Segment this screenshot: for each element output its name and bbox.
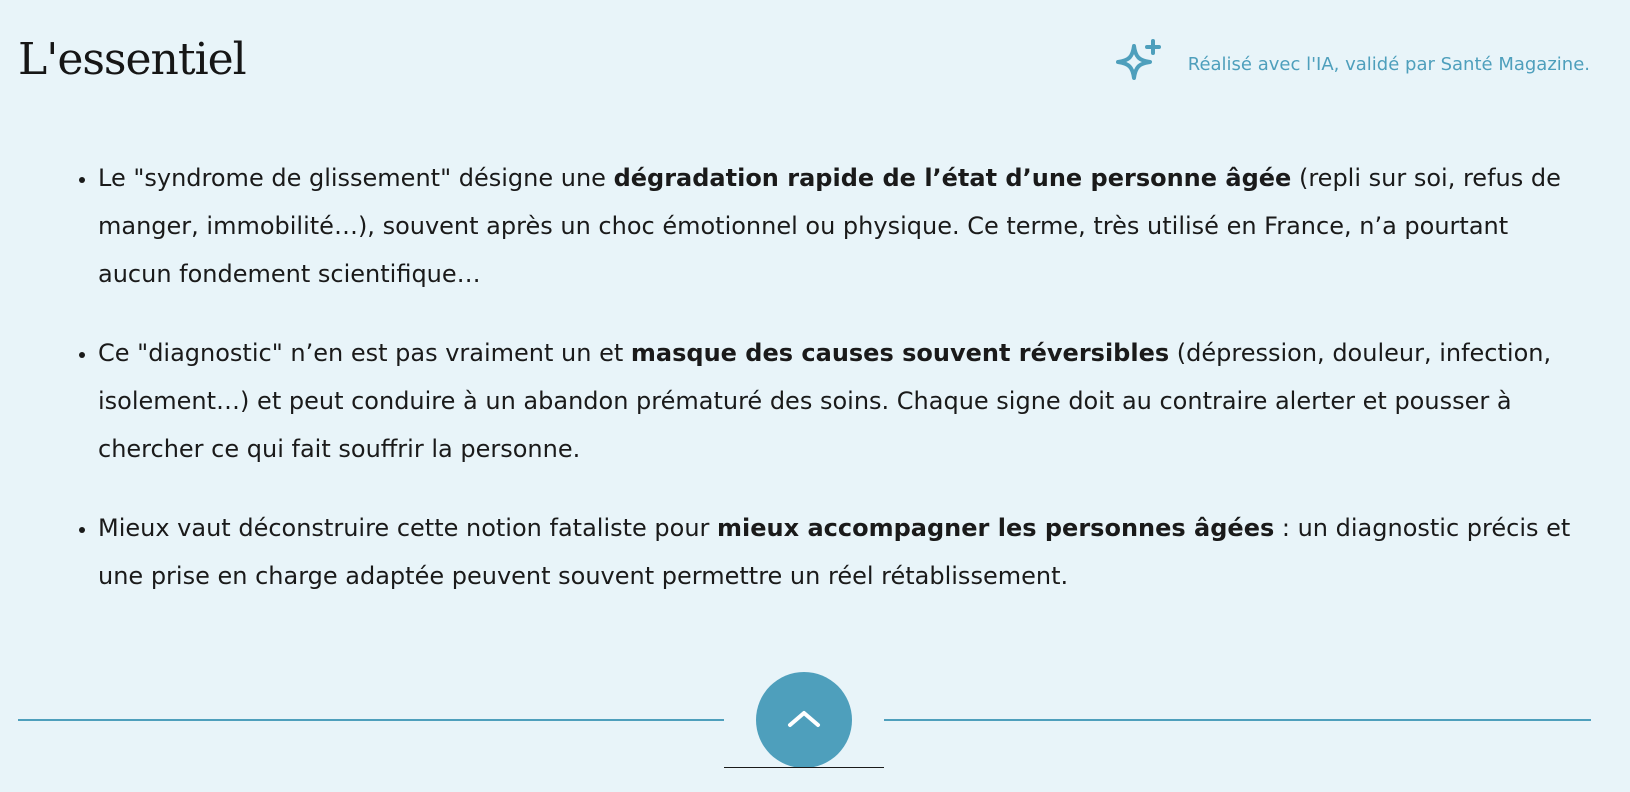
chevron-up-icon [786, 709, 822, 732]
list-item-text: (repli sur soi, refus de manger, immobilité…), souvent après un choc émotionnel ou physique. Ce terme, très utilisé en France, n’a pourtant aucun fondement scientifique… [98, 164, 1561, 288]
ai-disclaimer: Réalisé avec l'IA, validé par Santé Magazine. [1187, 54, 1590, 75]
list-item-highlight: dégradation rapide de l’état d’une personne âgée [613, 164, 1292, 192]
sparkle-icon [1112, 38, 1166, 92]
button-underline [724, 767, 884, 768]
divider-right [884, 719, 1591, 721]
collapse-button[interactable] [756, 672, 852, 768]
list-item [98, 329, 1578, 473]
list-item [98, 504, 1578, 600]
section-title: L'essentiel [18, 34, 246, 85]
divider-left [18, 719, 724, 721]
list-item-highlight: mieux accompagner les personnes âgées [717, 514, 1275, 542]
list-item-text: (dépression, douleur, infection, isolement…) et peut conduire à un abandon prématuré des soins. Chaque signe doit au contraire alerter et pousser à chercher ce qui fait souffrir la personne. [98, 339, 1552, 463]
list-item-text: Mieux vaut déconstruire cette notion fataliste pour [98, 514, 718, 542]
list-item-text: Le "syndrome de glissement" désigne une [98, 164, 614, 192]
list-item [98, 154, 1578, 298]
ai-badge [1112, 38, 1590, 92]
key-points-list [66, 154, 1578, 631]
list-item-highlight: masque des causes souvent réversibles [630, 339, 1170, 367]
list-item-text: : un diagnostic précis et une prise en charge adaptée peuvent souvent permettre un réel rétablissement. [98, 514, 1571, 590]
list-item-text: Ce "diagnostic" n’en est pas vraiment un et [98, 339, 631, 367]
